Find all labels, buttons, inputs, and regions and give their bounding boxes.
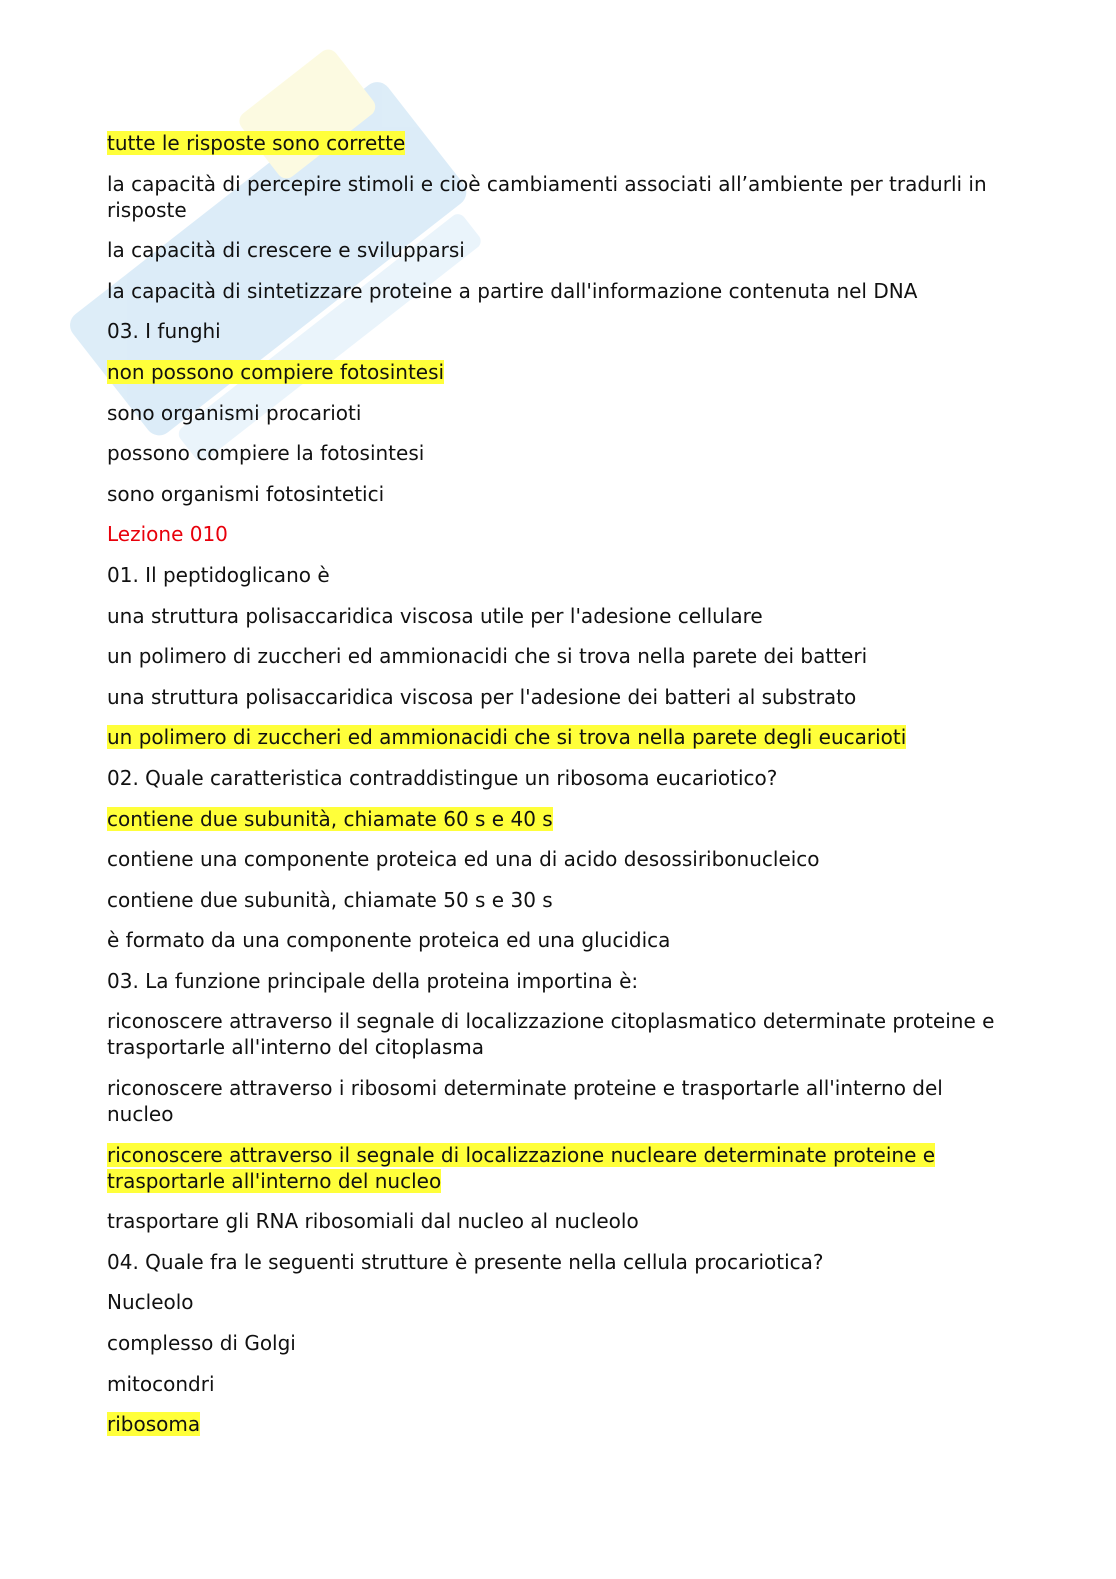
line-text: riconoscere attraverso il segnale di localizzazione citoplasmatico determinate proteine e trasportarle all'interno del citoplasma <box>107 1009 995 1060</box>
text-line <box>107 481 1007 507</box>
text-line <box>107 887 1007 913</box>
line-text: contiene una componente proteica ed una di acido desossiribonucleico <box>107 847 820 872</box>
text-line <box>107 1208 1007 1234</box>
text-line <box>107 1249 1007 1275</box>
document-body <box>107 130 1007 1452</box>
line-text: riconoscere attraverso i ribosomi determinate proteine e trasportarle all'interno del nucleo <box>107 1076 943 1127</box>
text-line <box>107 1371 1007 1397</box>
highlighted-answer <box>107 1142 1007 1194</box>
text-line <box>107 237 1007 263</box>
highlighted-answer <box>107 1411 1007 1437</box>
text-line <box>107 1075 1007 1127</box>
text-line <box>107 765 1007 791</box>
text-line <box>107 643 1007 669</box>
highlighted-answer <box>107 724 1007 750</box>
text-line <box>107 927 1007 953</box>
line-text: sono organismi procarioti <box>107 400 362 425</box>
line-text: è formato da una componente proteica ed una glucidica <box>107 928 671 953</box>
line-text: la capacità di percepire stimoli e cioè cambiamenti associati all’ambiente per tradurli in risposte <box>107 171 987 222</box>
line-text: una struttura polisaccaridica viscosa per l'adesione dei batteri al substrato <box>107 684 857 709</box>
line-text: 03. La funzione principale della proteina importina è: <box>107 968 639 993</box>
highlighted-answer <box>107 806 1007 832</box>
text-line <box>107 440 1007 466</box>
line-text: un polimero di zuccheri ed ammionacidi che si trova nella parete degli eucarioti <box>107 725 907 750</box>
text-line <box>107 684 1007 710</box>
highlighted-answer <box>107 359 1007 385</box>
line-text: complesso di Golgi <box>107 1331 296 1356</box>
text-line <box>107 278 1007 304</box>
text-line <box>107 1008 1007 1060</box>
line-text: mitocondri <box>107 1371 215 1396</box>
line-text: Lezione 010 <box>107 522 228 547</box>
line-text: ribosoma <box>107 1412 201 1437</box>
line-text: la capacità di crescere e svilupparsi <box>107 238 465 263</box>
lesson-heading <box>107 521 1007 547</box>
line-text: 04. Quale fra le seguenti strutture è presente nella cellula procariotica? <box>107 1249 824 1274</box>
line-text: Nucleolo <box>107 1290 194 1315</box>
line-text: possono compiere la fotosintesi <box>107 441 425 466</box>
text-line <box>107 968 1007 994</box>
line-text: un polimero di zuccheri ed ammionacidi che si trova nella parete dei batteri <box>107 644 868 669</box>
text-line <box>107 1289 1007 1315</box>
text-line <box>107 400 1007 426</box>
line-text: sono organismi fotosintetici <box>107 481 385 506</box>
line-text: una struttura polisaccaridica viscosa utile per l'adesione cellulare <box>107 603 763 628</box>
highlighted-answer <box>107 130 1007 156</box>
line-text: 02. Quale caratteristica contraddistingue un ribosoma eucariotico? <box>107 765 778 790</box>
text-line <box>107 846 1007 872</box>
line-text: non possono compiere fotosintesi <box>107 359 445 384</box>
line-text: contiene due subunità, chiamate 50 s e 30 s <box>107 887 553 912</box>
line-text: contiene due subunità, chiamate 60 s e 40 s <box>107 806 553 831</box>
line-text: trasportare gli RNA ribosomiali dal nucleo al nucleolo <box>107 1209 639 1234</box>
line-text: tutte le risposte sono corrette <box>107 131 406 155</box>
text-line <box>107 603 1007 629</box>
line-text: 03. I funghi <box>107 319 221 344</box>
text-line <box>107 171 1007 223</box>
text-line <box>107 1330 1007 1356</box>
line-text: riconoscere attraverso il segnale di localizzazione nucleare determinate proteine e trasportarle all'interno del nucleo <box>107 1142 936 1193</box>
line-text: la capacità di sintetizzare proteine a partire dall'informazione contenuta nel DNA <box>107 278 918 303</box>
text-line <box>107 318 1007 344</box>
text-line <box>107 562 1007 588</box>
line-text: 01. Il peptidoglicano è <box>107 562 330 587</box>
